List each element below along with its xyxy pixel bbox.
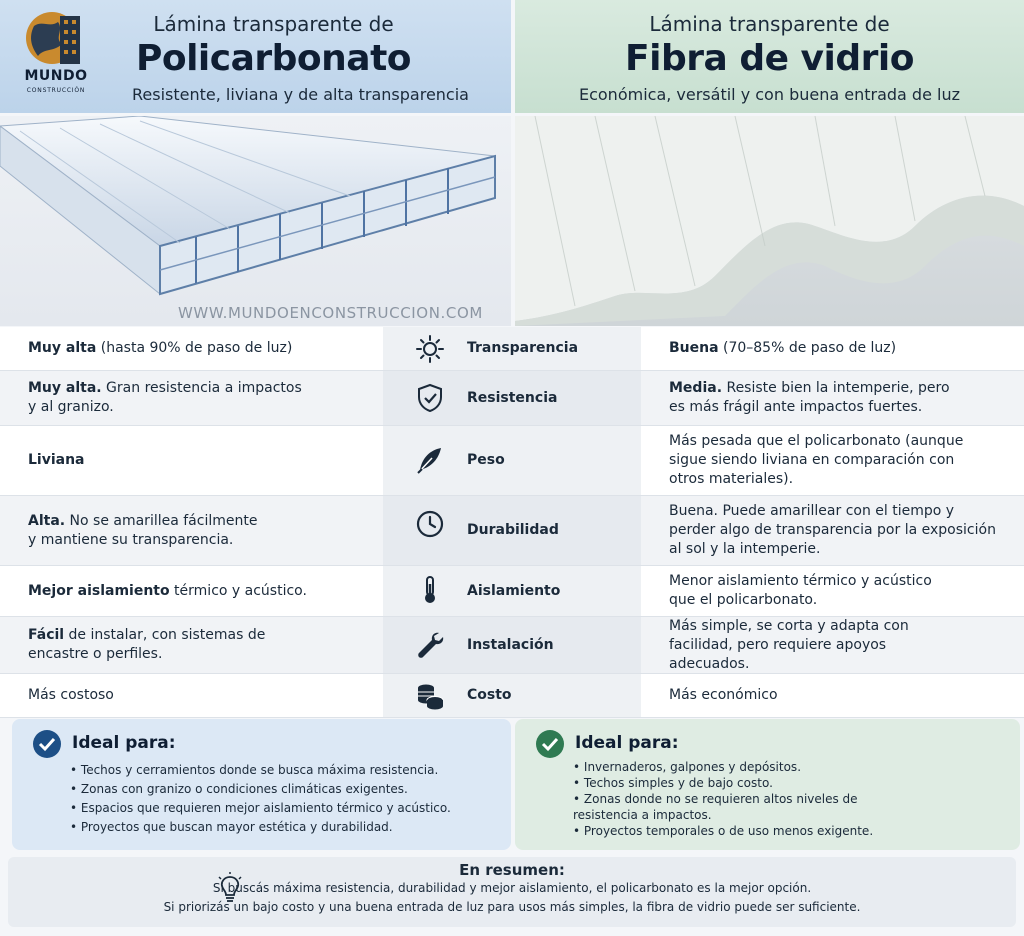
- thermometer-icon: [414, 574, 446, 606]
- right-cell: Buena. Puede amarillear con el tiempo y perder algo de transparencia por la exposición al sol y la intemperie.: [641, 496, 1024, 565]
- policarbonato-sheet-image: [0, 116, 511, 326]
- feather-icon: [414, 444, 446, 476]
- left-cell: Muy alta. Gran resistencia a impactos y al granizo.: [0, 371, 383, 425]
- logo-word: MUNDO: [24, 68, 88, 84]
- check-circle-icon: [32, 729, 62, 759]
- left-subtitle: Resistente, liviana y de alta transparencia: [132, 85, 469, 104]
- list-item: • Techos y cerramientos donde se busca máxima resistencia.: [70, 761, 451, 780]
- right-pre-title: Lámina transparente de: [649, 12, 890, 36]
- left-cell: Liviana: [0, 426, 383, 495]
- list-item: • Techos simples y de bajo costo.: [573, 775, 903, 791]
- list-item: • Zonas con granizo o condiciones climáticas exigentes.: [70, 780, 451, 799]
- mundo-construccion-logo: [14, 8, 98, 100]
- table-row: [0, 674, 1024, 718]
- left-cell: Mejor aislamiento térmico y acústico.: [0, 566, 383, 616]
- fibra-de-vidrio-sheet-image: [515, 116, 1024, 326]
- category-cell: Transparencia: [383, 327, 641, 370]
- left-cell: Muy alta (hasta 90% de paso de luz): [0, 327, 383, 370]
- ideal-title: Ideal para:: [575, 733, 679, 753]
- wrench-icon: [414, 629, 446, 661]
- category-cell: Costo: [383, 674, 641, 717]
- right-cell: Buena (70–85% de paso de luz): [641, 327, 1024, 370]
- ideal-para-fibra-de-vidrio: [515, 719, 1020, 850]
- list-item: • Proyectos temporales o de uso menos exigente.: [573, 823, 903, 839]
- list-item: • Espacios que requieren mejor aislamiento térmico y acústico.: [70, 799, 451, 818]
- check-circle-icon: [535, 729, 565, 759]
- globe-building-icon: [14, 8, 98, 70]
- table-row: [0, 566, 1024, 617]
- shield-check-icon: [414, 382, 446, 414]
- right-cell: Más económico: [641, 674, 1024, 717]
- list-item: • Zonas donde no se requieren altos niveles de resistencia a impactos.: [573, 791, 903, 823]
- clock-icon: [414, 508, 446, 540]
- ideal-para-policarbonato: [12, 719, 511, 850]
- header-fibra-de-vidrio: [515, 0, 1024, 113]
- category-cell: Durabilidad: [383, 496, 641, 565]
- coins-icon: [414, 680, 446, 712]
- category-cell: Aislamiento: [383, 566, 641, 616]
- list-item: • Proyectos que buscan mayor estética y durabilidad.: [70, 818, 451, 837]
- left-cell: Alta. No se amarillea fácilmente y mantiene su transparencia.: [0, 496, 383, 565]
- right-cell: Más simple, se corta y adapta con facilidad, pero requiere apoyos adecuados.: [641, 617, 1024, 673]
- ideal-list: [70, 761, 451, 837]
- left-pre-title: Lámina transparente de: [153, 12, 394, 36]
- right-subtitle: Económica, versátil y con buena entrada de luz: [578, 85, 960, 104]
- right-cell: Más pesada que el policarbonato (aunque sigue siendo liviana en comparación con otros materiales).: [641, 426, 1024, 495]
- category-cell: Instalación: [383, 617, 641, 673]
- left-title: Policarbonato: [135, 38, 412, 79]
- right-cell: Media. Resiste bien la intemperie, pero es más frágil ante impactos fuertes.: [641, 371, 1024, 425]
- sun-icon: [414, 333, 446, 365]
- table-row: [0, 426, 1024, 496]
- left-cell: Más costoso: [0, 674, 383, 717]
- table-row: [0, 327, 1024, 371]
- logo-word2: CONSTRUCCIÓN: [26, 87, 86, 94]
- left-cell: Fácil de instalar, con sistemas de encastre o perfiles.: [0, 617, 383, 673]
- category-cell: Peso: [383, 426, 641, 495]
- lightbulb-icon: [216, 872, 244, 904]
- summary-title: En resumen:: [459, 861, 565, 879]
- category-cell: Resistencia: [383, 371, 641, 425]
- ideal-list: [573, 759, 903, 839]
- website-url: WWW.MUNDOENCONSTRUCCION.COM: [178, 304, 483, 322]
- list-item: • Invernaderos, galpones y depósitos.: [573, 759, 903, 775]
- table-row: [0, 371, 1024, 426]
- right-cell: Menor aislamiento térmico y acústico que el policarbonato.: [641, 566, 1024, 616]
- summary-line-2: Si priorizás un bajo costo y una buena entrada de luz para usos más simples, la fibra de vidrio puede ser suficiente.: [163, 900, 861, 914]
- table-row: [0, 617, 1024, 674]
- summary-line-1: Si buscás máxima resistencia, durabilidad y mejor aislamiento, el policarbonato es la mejor opción.: [212, 881, 812, 895]
- right-title: Fibra de vidrio: [625, 38, 914, 79]
- ideal-title: Ideal para:: [72, 733, 176, 753]
- table-row: [0, 496, 1024, 566]
- summary-box: [8, 857, 1016, 927]
